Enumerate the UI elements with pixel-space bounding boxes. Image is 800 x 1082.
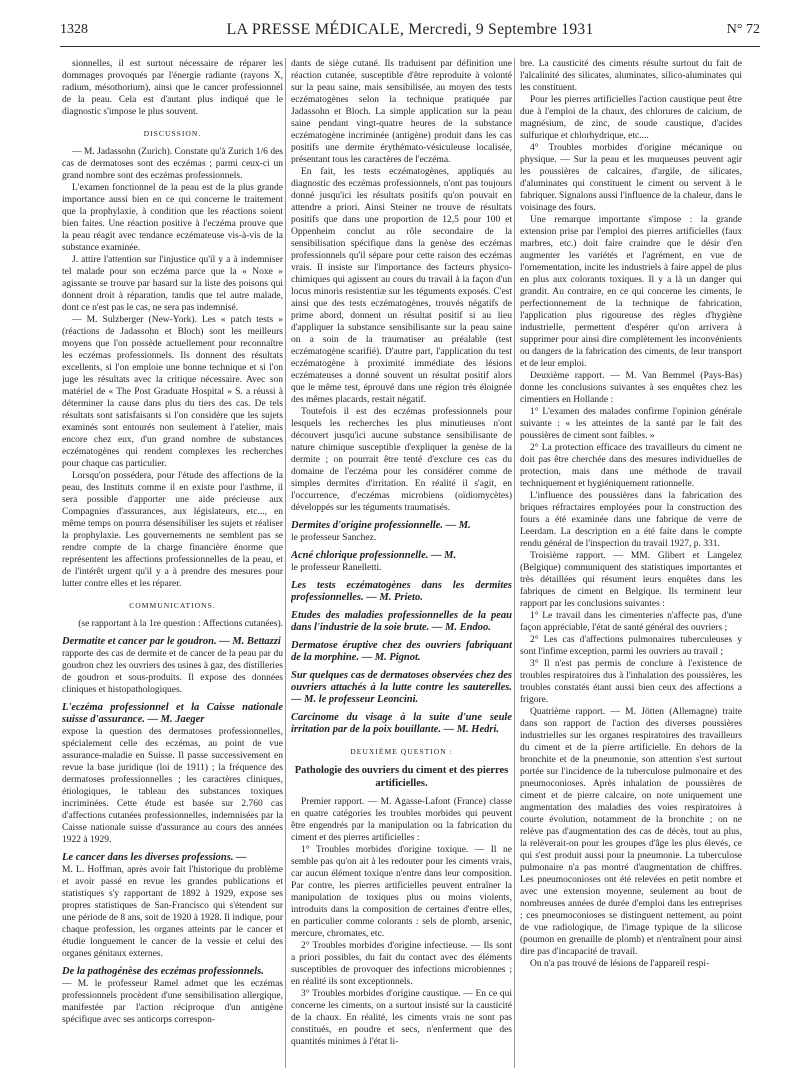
- paragraph: 1° Le travail dans les cimenteries n'affecte pas, d'une façon appréciable, l'état de santé général des ouvriers ;: [520, 611, 742, 633]
- paragraph: expose la question des dermatoses professionnelles, spécialement celle des eczémas, au point de vue assurance-maladie en Suisse. Il passe successivement en revue la base juridique (loi de 1911) ; la fréquence des dermatoses professionnelles ; les caractères cliniques, étiologiques, le tableau des substances toxiques incriminées. Cette étude est basée sur 2.760 cas d'affections cutanées professionnelles, indemnisées par la Caisse nationale suisse d'assurance au cours des années 1922 à 1929.: [62, 727, 283, 845]
- text-column-right: [520, 58, 742, 1068]
- communication-heading: Le cancer dans les diverses professions. —: [62, 852, 247, 863]
- section-label: DEUXIÈME QUESTION :: [350, 747, 453, 756]
- communication-heading: Dermatose éruptive chez des ouvriers fabriquant de la morphine. — M. Pignot.: [291, 640, 512, 663]
- paragraph: 1° Troubles morbides d'origine toxique. — Il ne semble pas qu'on ait à les redouter pour les ciments vrais, car aucun élément toxique n'entre dans leur composition. Par contre, les pierres artificielles peuvent entraîner la manipulation de toxiques plus ou moins violents, introduits dans la composition de certaines d'entre elles, en particulier comme colorants : sels de plomb, arsenic, mercure, chromates, etc.: [291, 845, 512, 939]
- paragraph: J. attire l'attention sur l'injustice qu'il y a à indemniser tel malade pour son eczéma parce que la « Noxe » agissante se trouve par hasard sur la liste des poisons qui donnent droit à réparation, tandis que tel autre malade, dont ce n'est pas le cas, ne sera pas indemnisé.: [62, 255, 283, 313]
- journal-name: LA PRESSE MÉDICALE,: [226, 21, 405, 38]
- section-label: COMMUNICATIONS.: [129, 601, 216, 610]
- paragraph: Toutefois il est des eczémas professionnels pour lesquels les recherches les plus minutieuses n'ont découvert jusqu'ici aucune substance sensibilisante de nature chimique susceptible d'expliquer la genèse de la dermite ; on pourrait être tenté d'exclure ces cas du domaine de l'eczéma pour les considérer comme de simples dermites d'irritation. En réalité il s'agit, en l'occurrence, d'eczémas microbiens (oïdiomycètes) développés sur les téguments traumatisés.: [291, 407, 512, 513]
- communication-heading: Etudes des maladies professionnelles de la peau dans l'industrie de la soie brute. — M. Endoo.: [291, 610, 512, 633]
- paragraph: En fait, les tests eczématogènes, appliqués au diagnostic des eczémas professionnels, n'ont pas toujours donné jusqu'ici les résultats positifs qu'on pouvait en attendre a priori. Ainsi Steiner ne trouve de résultats positifs que dans une proportion de 12,5 pour 100 et Oppenheim conclut au rôle secondaire de la sensibilisation spécifique dans la genèse des eczémas professionnels qu'il sépare pour cette raison des eczémas vrais. Il insiste sur l'importance des facteurs physico-chimiques qui agissent au cours du travail à la façon d'un locus minoris resistentiæ sur les téguments exposés. C'est ainsi que des tests eczématogènes, trouvés négatifs de prime abord, donnent un résultat positif si au lieu d'appliquer la substance sensibilisante sur la peau saine on a soin de la traumatiser au préalable (test eczématogène scarifié). D'autre part, l'application du test eczématogène à proximité immédiate des lésions eczémateuses a donné souvent un résultat positif alors que le même test, éprouvé dans une région très éloignée des mêmes placards, restait négatif.: [291, 167, 512, 405]
- communication-heading: De la pathogénèse des eczémas professionnels.: [62, 966, 264, 977]
- column-rule: [285, 58, 286, 1068]
- paragraph: 1° L'examen des malades confirme l'opinion générale suivante : « les atteintes de la santé par le fait des poussières de ciment sont faibles. »: [520, 407, 742, 441]
- communication-heading: Dermites d'origine professionnelle. — M.: [291, 520, 471, 531]
- paragraph: rapporte des cas de dermite et de cancer de la peau par du goudron chez les ouvriers des usines à gaz, des distilleries de goudron et sous-produits. Il expose des données cliniques et histopathologiques.: [62, 649, 283, 695]
- communication-heading: Acné chlorique professionnelle. — M.: [291, 550, 457, 561]
- issue-number: N° 72: [726, 22, 760, 37]
- paragraph: 2° Troubles morbides d'origine infectieuse. — Ils sont a priori possibles, du fait du contact avec des éléments susceptibles de provoquer des infections microbiennes ; en réalité ils sont exceptionnels.: [291, 941, 512, 987]
- column-rule: [514, 58, 515, 1068]
- communication-heading: L'eczéma professionnel et la Caisse nationale suisse d'assurance. — M. Jaeger: [62, 702, 283, 725]
- paragraph: 2° La protection efficace des travailleurs du ciment ne doit pas être cherchée dans des mesures individuelles de protection, mais dans une méthode de travail techniquement et hygiéniquement rationnelle.: [520, 443, 742, 489]
- paragraph: On n'a pas trouvé de lésions de l'appareil respi-: [530, 959, 710, 969]
- paragraph: — M. Sulzberger (New-York). Les « patch tests » (réactions de Jadassohn et Bloch) sont les meilleurs moyens que l'on possède actuellement pour reconnaître les eczémas professionnels. Ils donnent des résultats excellents, si l'on emploie une bonne technique et si l'on juge les résultats avec la critique nécessaire. Avec son matériel de « The Post Graduate Hospital » S. a réussi à déterminer la cause dans plus du tiers des cas. De tels résultats sont satisfaisants si l'on considère que les sujets examinés sont entourés non seulement à l'atelier, mais encore chez eux, d'un grand nombre de substances eczématogènes qui rendent complexes les recherches pour chaque cas particulier.: [62, 315, 283, 469]
- communication-heading: Carcinome du visage à la suite d'une seule irritation par de la poix bouillante. — M. Hedri.: [291, 712, 512, 735]
- paragraph: Une remarque importante s'impose : la grande extension prise par l'emploi des pierres artificielles (faux marbres, etc.) doit faire craindre que le désir d'en augmenter les variétés et l'agrément, en vue de l'ornementation, incite les industriels à faire appel de plus en plus aux colorants toxiques. Il y a là un danger qui grandit. Au contraire, en ce qui concerne les ciments, le perfectionnement de la technique de fabrication, l'application plus rigoureuse des règles d'hygiène industrielle, permettent d'espérer qu'on arrivera à supprimer pour ainsi dire complètement les inconvénients ou dangers de la fabrication des ciments, de leur transport et de leur emploi.: [520, 215, 742, 369]
- journal-title-line: [60, 21, 760, 39]
- text-column-middle: [291, 58, 512, 1068]
- paragraph: le professeur Ranelletti.: [291, 563, 382, 573]
- paragraph: 4° Troubles morbides d'origine mécanique ou physique. — Sur la peau et les muqueuses peuvent agir les poussières de calcaires, d'argile, de silicates, d'aluminates qui constituent le ciment ou servent à le fabriquer. Signalons aussi l'influence de la chaleur, dans le voisinage des fours.: [520, 143, 742, 213]
- paragraph: bre. La causticité des ciments résulte surtout du fait de l'alcalinité des silicates, aluminates, silico-aluminates qui les constituent.: [520, 59, 742, 93]
- paragraph: Troisième rapport. — MM. Glibert et Langelez (Belgique) communiquent des statistiques importantes et très détaillées qui résument leurs enquêtes dans les fabriques de ciment en Belgique. Ils terminent leur rapport par les conclusions suivantes :: [520, 551, 742, 609]
- paragraph: Pour les pierres artificielles l'action caustique peut être due à l'emploi de la chaux, des chlorures de calcium, de magnésium, de zinc, de soude caustique, d'acides sulfurique et chlorhydrique, etc....: [520, 95, 742, 141]
- question-title: Pathologie des ouvriers du ciment et des pierres artificielles.: [294, 765, 509, 789]
- paragraph: le professeur Sanchez.: [291, 533, 377, 543]
- paragraph: L'influence des poussières dans la fabrication des briques réfractaires employées pour la construction des fours a été examinée dans une fabrique de verre de Leerdam. La description en a été faite dans le compte rendu général de l'inspection du travail 1927, p. 331.: [520, 491, 742, 549]
- communication-heading: Sur quelques cas de dermatoses observées chez des ouvriers attachés à la lutte contre les sauterelles. — M. le professeur Leoncini.: [291, 670, 512, 705]
- communication-heading: Dermatite et cancer par le goudron. — M. Bettazzi: [62, 636, 281, 647]
- page-number: 1328: [60, 22, 88, 37]
- paragraph: 3° Il n'est pas permis de conclure à l'existence de troubles respiratoires dus à l'inhalation des poussières, les troubles constatés étant aussi bien ceux des affections a frigore.: [520, 659, 742, 705]
- paragraph: — M. le professeur Ramel admet que les eczémas professionnels procèdent d'une sensibilisation allergique, manifestée par l'action réciproque d'un antigène spécifique avec ses anticorps correspon-: [62, 979, 283, 1025]
- paragraph: — M. Jadassohn (Zurich). Constate qu'à Zurich 1/6 des cas de dermatoses sont des eczémas ; parmi ceux-ci un grand nombre sont des eczémas professionnels.: [62, 147, 283, 181]
- paragraph: 2° Les cas d'affections pulmonaires tuberculeuses y sont l'infime exception, parmi les ouvriers au travail ;: [520, 635, 742, 657]
- running-header: [60, 22, 760, 47]
- paragraph: L'examen fonctionnel de la peau est de la plus grande importance aussi bien en ce qui concerne le traitement que la prophylaxie, à condition que les réactions soient bien faites. Une réaction positive à l'eczéma prouve que la peau réagit avec tendance eczémateuse vis-à-vis de la substance examinée.: [62, 183, 283, 253]
- issue-date: Mercredi, 9 Septembre 1931: [408, 21, 594, 38]
- section-label: DISCUSSION.: [143, 129, 202, 138]
- paragraph: Deuxième rapport. — M. Van Bemmel (Pays-Bas) donne les conclusions suivantes à ses enquêtes chez les cimentiers en Hollande :: [520, 371, 742, 405]
- communication-heading: Les tests eczématogènes dans les dermites professionnelles. — M. Prieto.: [291, 580, 512, 603]
- paragraph: Quatrième rapport. — M. Jötten (Allemagne) traite dans son rapport de l'action des diverses poussières industrielles sur les organes respiratoires des travailleurs du ciment et de la pierre artificielle. En dehors de la bronchite et de la pneumonie, son attention s'est surtout portée sur l'incidence de la tuberculose pulmonaire et des pneumoconioses. Après inhalation de poussières de ciment et de pierre calcaire, on note uniquement une augmentation des maladies des voies respiratoires à courte évolution, notamment de la bronchite ; on ne relève pas d'augmentation des cas de décès, tout au plus, la relèverait-on pour les groupes d'âge les plus élevés, ce qui s'est produit aussi pour la pneumonie. La tuberculose pulmonaire n'a pas montré d'augmentation de chiffres. Les pneumoconioses ont été relevées en petit nombre et avec une extension moyenne, seulement au bout de nombreuses années de durée d'emploi dans les entreprises ; ces pneumoconioses se distinguent nettement, au point de vue radiologique, de l'image typique de la silicose (poumon en grenaille de plomb) et n'entraînent pour ainsi dire pas d'incapacité de travail.: [520, 707, 742, 957]
- paragraph: 3° Troubles morbides d'origine caustique. — En ce qui concerne les ciments, on a surtout insisté sur la causticité de la chaux. En réalité, les ciments vrais ne sont pas constitués, en poudre et secs, n'enferment que des quantités minimes à l'état li-: [291, 989, 512, 1047]
- paragraph: Lorsqu'on possédera, pour l'étude des affections de la peau, des Instituts comme il en existe pour l'asthme, il sera possible d'apporter une aide précieuse aux Compagnies d'assurances, aux législateurs, etc..., en même temps on pourra désensibiliser les sujets et réaliser la prophylaxie. Les gouvernements ne semblent pas se rendre compte de la charge financière énorme que représentent les affections professionnelles de la peau, et de l'intérêt urgent qu'il y a à prendre des mesures pour lutter contre elles et les réparer.: [62, 471, 283, 589]
- paragraph: Premier rapport. — M. Agasse-Lafont (France) classe en quatre catégories les troubles morbides qui peuvent être engendrés par la manipulation ou la fabrication du ciment et des pierres artificielles :: [291, 797, 512, 843]
- text-column-left: [62, 58, 283, 1068]
- section-note: (se rapportant à la 1re question : Affections cutanées).: [78, 619, 283, 629]
- paragraph: sionnelles, il est surtout nécessaire de réparer les dommages provoqués par l'énergie radiante (rayons X, radium, mésothorium), ainsi que le cancer professionnel de la peau. Cela est d'autant plus indiqué que le diagnostic s'impose le plus souvent.: [62, 59, 283, 117]
- paragraph: dants de siège cutané. Ils traduisent par définition une réaction cutanée, susceptible d'être reproduite à volonté sur la peau saine, mais sensibilisée, au moyen des tests eczématogènes selon la technique pratiquée par Jadassohn et Bloch. La simple application sur la peau saine pendant vingt-quatre heures de la substance eczématogène incriminée (antigène) produit dans les cas positifs une dermite érythémato-vésiculeuse localisée, présentant tous les caractères de l'eczéma.: [291, 59, 512, 165]
- paragraph: M. L. Hoffman, après avoir fait l'historique du problème et avoir passé en revue les grandes publications et statistiques s'y rapportant de 1892 à 1929, expose ses propres statistiques de San-Francisco qui s'étendent sur une période de 8 ans, soit de 1920 à 1928. Il indique, pour chaque profession, les organes atteints par le cancer et étudie longuement le cancer de la vessie et celui des organes génitaux externes.: [62, 865, 283, 959]
